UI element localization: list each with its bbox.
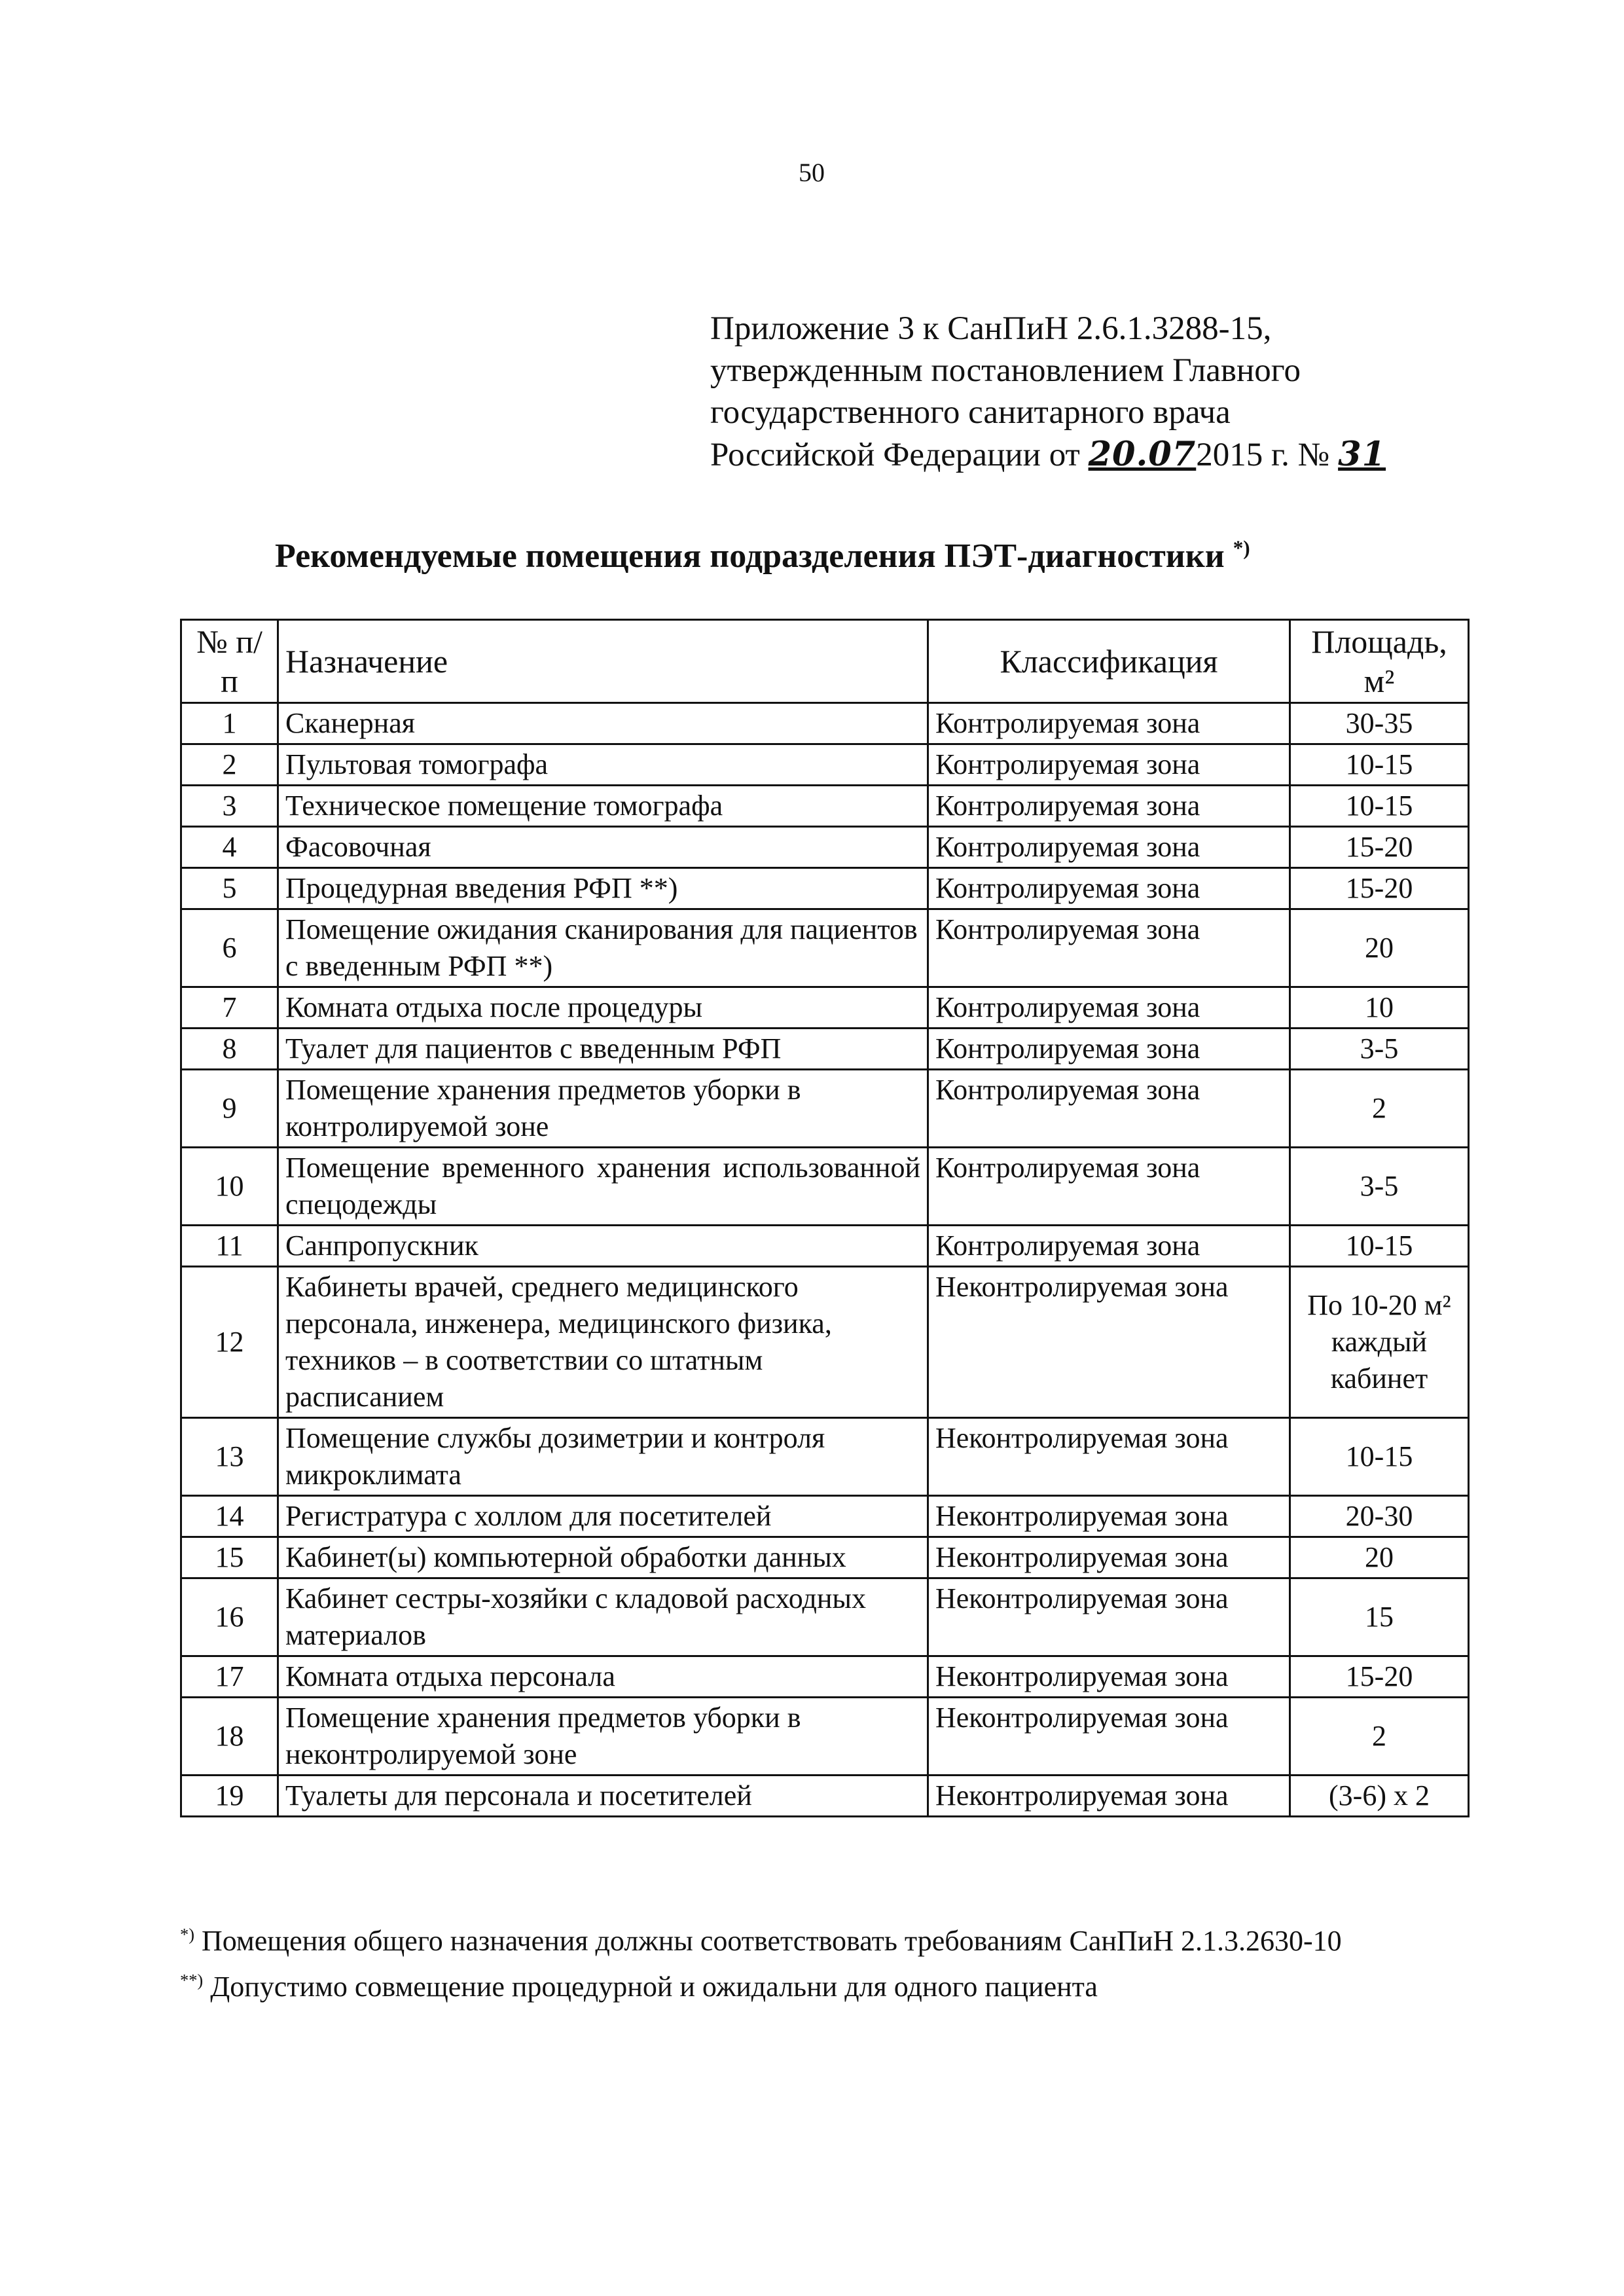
cell-num: 1 xyxy=(181,703,278,744)
approval-block xyxy=(710,308,1535,476)
title-footnote-mark: *) xyxy=(1233,536,1250,560)
cell-name: Техническое помещение томографа xyxy=(278,786,928,827)
cell-classification: Неконтролируемая зона xyxy=(928,1578,1290,1656)
footnote-2-mark: **) xyxy=(180,1970,204,1990)
table-row xyxy=(181,1418,1469,1496)
footnote-1 xyxy=(180,1918,1463,1964)
cell-num: 19 xyxy=(181,1776,278,1817)
table-row xyxy=(181,827,1469,868)
cell-name: Помещение хранения предметов уборки в контролируемой зоне xyxy=(278,1070,928,1148)
cell-num: 3 xyxy=(181,786,278,827)
cell-num: 14 xyxy=(181,1496,278,1537)
header-classification: Классификация xyxy=(928,620,1290,703)
table-row xyxy=(181,786,1469,827)
cell-area: 3-5 xyxy=(1290,1148,1469,1226)
title-text: Рекомендуемые помещения подразделения ПЭТ-диагностики xyxy=(275,538,1233,575)
approval-line-4 xyxy=(710,433,1535,476)
cell-num: 7 xyxy=(181,987,278,1029)
table-header-row xyxy=(181,620,1469,703)
cell-area: 15-20 xyxy=(1290,1656,1469,1698)
handwritten-date: 20.07 xyxy=(1088,435,1197,474)
cell-num: 8 xyxy=(181,1029,278,1070)
cell-classification: Неконтролируемая зона xyxy=(928,1496,1290,1537)
cell-classification: Неконтролируемая зона xyxy=(928,1267,1290,1418)
table-row xyxy=(181,909,1469,987)
cell-area: 10-15 xyxy=(1290,1226,1469,1267)
cell-area: 10-15 xyxy=(1290,744,1469,786)
cell-area: 10-15 xyxy=(1290,786,1469,827)
cell-classification: Неконтролируемая зона xyxy=(928,1698,1290,1776)
cell-name: Помещение ожидания сканирования для пациентов с введенным РФП **) xyxy=(278,909,928,987)
cell-num: 15 xyxy=(181,1537,278,1578)
table-row xyxy=(181,1776,1469,1817)
cell-area: 30-35 xyxy=(1290,703,1469,744)
table-row xyxy=(181,1226,1469,1267)
cell-classification: Контролируемая зона xyxy=(928,868,1290,909)
table-row xyxy=(181,1578,1469,1656)
cell-num: 12 xyxy=(181,1267,278,1418)
cell-num: 18 xyxy=(181,1698,278,1776)
cell-name: Регистратура с холлом для посетителей xyxy=(278,1496,928,1537)
cell-num: 17 xyxy=(181,1656,278,1698)
table-row xyxy=(181,1496,1469,1537)
cell-area: 15-20 xyxy=(1290,827,1469,868)
cell-classification: Контролируемая зона xyxy=(928,786,1290,827)
cell-area: 10-15 xyxy=(1290,1418,1469,1496)
cell-num: 6 xyxy=(181,909,278,987)
footnotes xyxy=(180,1918,1463,2010)
cell-num: 16 xyxy=(181,1578,278,1656)
cell-name: Кабинет(ы) компьютерной обработки данных xyxy=(278,1537,928,1578)
cell-name: Санпропускник xyxy=(278,1226,928,1267)
approval-line-4-prefix: Российской Федерации от xyxy=(710,437,1089,473)
header-name: Назначение xyxy=(278,620,928,703)
cell-name: Комната отдыха после процедуры xyxy=(278,987,928,1029)
table-row xyxy=(181,1537,1469,1578)
cell-classification: Контролируемая зона xyxy=(928,744,1290,786)
cell-name: Помещение службы дозиметрии и контроля микроклимата xyxy=(278,1418,928,1496)
cell-name: Процедурная введения РФП **) xyxy=(278,868,928,909)
cell-name: Помещение временного хранения использованной спецодежды xyxy=(278,1148,928,1226)
cell-classification: Контролируемая зона xyxy=(928,827,1290,868)
footnote-2 xyxy=(180,1964,1463,2010)
cell-area: 2 xyxy=(1290,1070,1469,1148)
table-row xyxy=(181,1029,1469,1070)
cell-area: 15-20 xyxy=(1290,868,1469,909)
cell-classification: Контролируемая зона xyxy=(928,1148,1290,1226)
cell-area: (3-6) х 2 xyxy=(1290,1776,1469,1817)
cell-name: Кабинет сестры-хозяйки с кладовой расходных материалов xyxy=(278,1578,928,1656)
table-row xyxy=(181,1656,1469,1698)
cell-num: 11 xyxy=(181,1226,278,1267)
cell-name: Комната отдыха персонала xyxy=(278,1656,928,1698)
footnote-1-text: Помещения общего назначения должны соответствовать требованиям СанПиН 2.1.3.2630-10 xyxy=(194,1925,1342,1957)
approval-line-1: Приложение 3 к СанПиН 2.6.1.3288-15, xyxy=(710,310,1272,347)
table-row xyxy=(181,868,1469,909)
cell-area: 2 xyxy=(1290,1698,1469,1776)
page-number: 50 xyxy=(799,158,825,187)
cell-num: 4 xyxy=(181,827,278,868)
cell-classification: Контролируемая зона xyxy=(928,1070,1290,1148)
cell-classification: Контролируемая зона xyxy=(928,909,1290,987)
cell-area: 3-5 xyxy=(1290,1029,1469,1070)
approval-line-3: государственного санитарного врача xyxy=(710,394,1231,431)
rooms-table xyxy=(180,619,1470,1817)
table-row xyxy=(181,703,1469,744)
cell-classification: Неконтролируемая зона xyxy=(928,1776,1290,1817)
cell-name: Туалет для пациентов с введенным РФП xyxy=(278,1029,928,1070)
approval-line-4-mid: 2015 г. № xyxy=(1196,437,1339,473)
table-row xyxy=(181,1267,1469,1418)
cell-name: Кабинеты врачей, среднего медицинского персонала, инженера, медицинского физика, техников – в соответствии со штатным расписанием xyxy=(278,1267,928,1418)
cell-classification: Контролируемая зона xyxy=(928,1226,1290,1267)
cell-area: 10 xyxy=(1290,987,1469,1029)
table-row xyxy=(181,987,1469,1029)
header-area: Площадь, м² xyxy=(1290,620,1469,703)
cell-area: По 10-20 м² каждый кабинет xyxy=(1290,1267,1469,1418)
cell-num: 10 xyxy=(181,1148,278,1226)
handwritten-number: 31 xyxy=(1338,435,1386,474)
cell-name: Туалеты для персонала и посетителей xyxy=(278,1776,928,1817)
table-row xyxy=(181,1698,1469,1776)
approval-line-2: утвержденным постановлением Главного xyxy=(710,352,1301,389)
cell-area: 20 xyxy=(1290,909,1469,987)
table-row xyxy=(181,744,1469,786)
cell-num: 13 xyxy=(181,1418,278,1496)
table-row xyxy=(181,1070,1469,1148)
cell-name: Сканерная xyxy=(278,703,928,744)
cell-num: 9 xyxy=(181,1070,278,1148)
footnote-1-mark: *) xyxy=(180,1924,194,1944)
cell-classification: Контролируемая зона xyxy=(928,987,1290,1029)
cell-classification: Неконтролируемая зона xyxy=(928,1537,1290,1578)
cell-name: Помещение хранения предметов уборки в неконтролируемой зоне xyxy=(278,1698,928,1776)
cell-area: 20 xyxy=(1290,1537,1469,1578)
cell-num: 5 xyxy=(181,868,278,909)
cell-classification: Контролируемая зона xyxy=(928,1029,1290,1070)
cell-num: 2 xyxy=(181,744,278,786)
cell-classification: Неконтролируемая зона xyxy=(928,1656,1290,1698)
cell-classification: Неконтролируемая зона xyxy=(928,1418,1290,1496)
document-title xyxy=(275,537,1388,575)
cell-name: Фасовочная xyxy=(278,827,928,868)
cell-area: 20-30 xyxy=(1290,1496,1469,1537)
cell-classification: Контролируемая зона xyxy=(928,703,1290,744)
cell-area: 15 xyxy=(1290,1578,1469,1656)
footnote-2-text: Допустимо совмещение процедурной и ожидальни для одного пациента xyxy=(203,1971,1098,2003)
table-row xyxy=(181,1148,1469,1226)
cell-name: Пультовая томографа xyxy=(278,744,928,786)
header-num: № п/п xyxy=(181,620,278,703)
